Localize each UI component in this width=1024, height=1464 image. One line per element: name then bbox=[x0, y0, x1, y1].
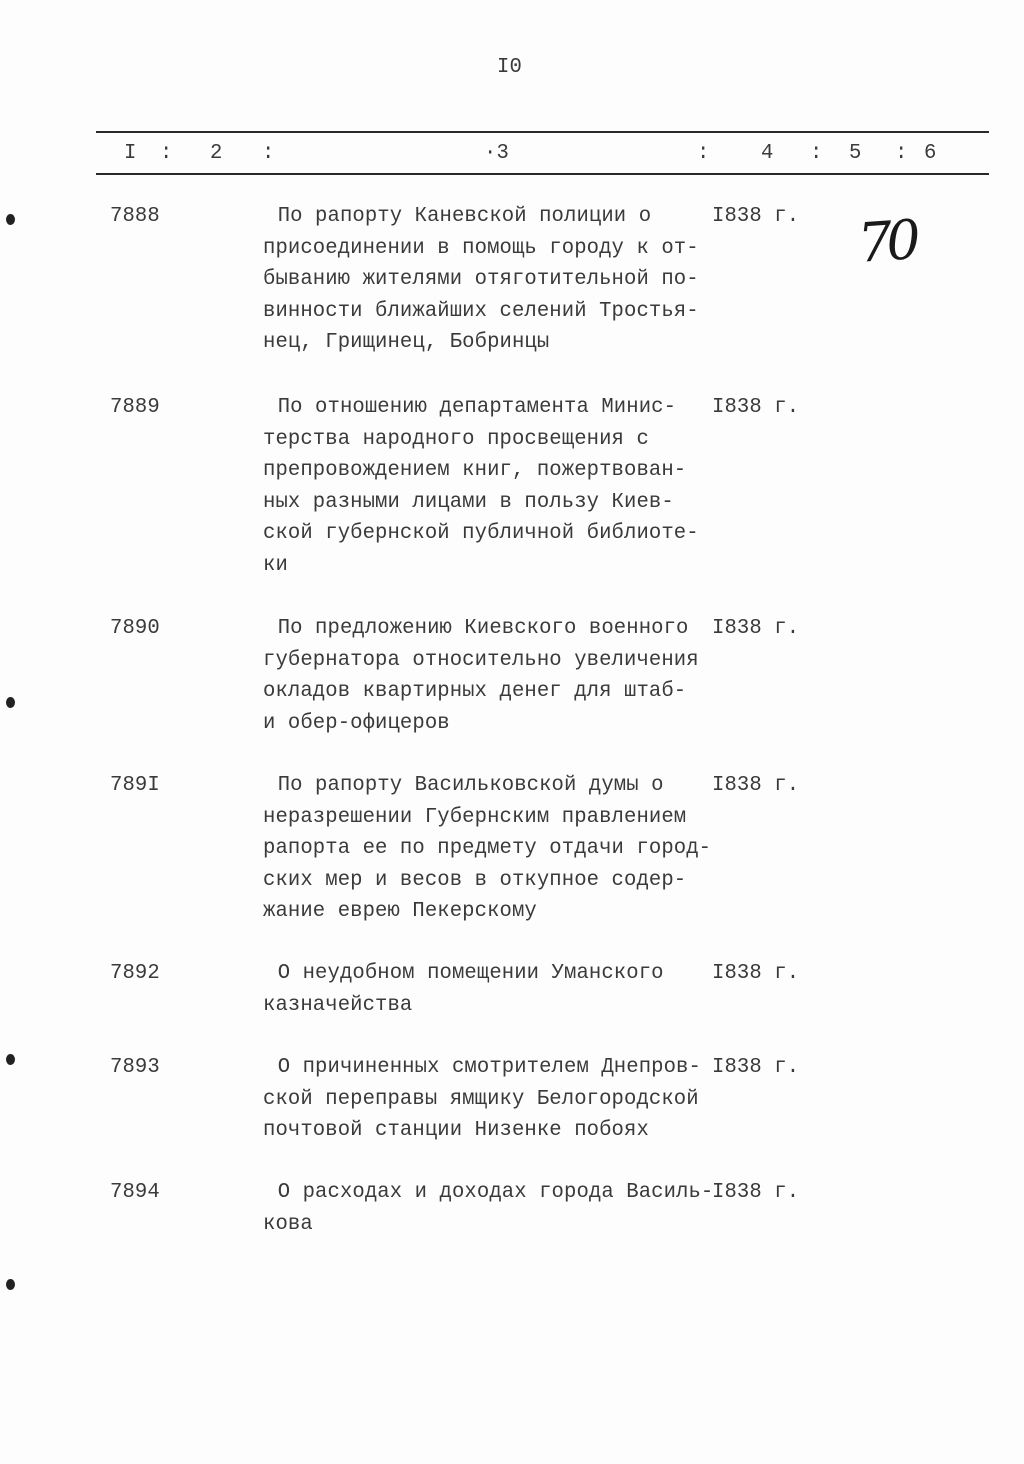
entry-description-line: винности ближайших селений Тростья- bbox=[263, 299, 699, 323]
entry-description-line: кова bbox=[263, 1212, 313, 1236]
entry-number: 7892 bbox=[110, 962, 160, 985]
entry-description-line: По предложению Киевского военного bbox=[277, 617, 689, 640]
punch-hole bbox=[6, 1054, 15, 1065]
entry-description-line: ской губернской публичной библиоте- bbox=[263, 522, 699, 546]
entry-description-line: нец, Грищинец, Бобринцы bbox=[263, 331, 550, 355]
entry-description-line: быванию жителями отяготительной по- bbox=[263, 268, 699, 292]
entry-description-line: По отношению департамента Минис- bbox=[277, 396, 677, 419]
entry-description-line: терства народного просвещения с bbox=[263, 427, 649, 451]
entry-year: I838 г. bbox=[712, 396, 800, 419]
entry-year: I838 г. bbox=[712, 1056, 800, 1079]
entry-description-line: По рапорту Каневской полиции о bbox=[277, 205, 652, 228]
entry-description-line: почтовой станции Низенке побоях bbox=[263, 1119, 649, 1143]
entry-description-line: казначейства bbox=[263, 993, 413, 1017]
entry-year: I838 г. bbox=[712, 205, 800, 228]
col-header-1: I bbox=[124, 142, 137, 165]
col-sep: : bbox=[810, 142, 823, 165]
col-header-4: 4 bbox=[761, 142, 774, 165]
col-header-6: 6 bbox=[924, 142, 937, 165]
entry-description-line: и обер-офицеров bbox=[263, 711, 450, 735]
punch-hole bbox=[6, 1279, 15, 1290]
entry-description-line: жание еврею Пекерскому bbox=[263, 900, 537, 924]
punch-hole bbox=[6, 697, 15, 708]
col-header-3: ·3 bbox=[484, 142, 509, 165]
entry-description-line: окладов квартирных денег для штаб- bbox=[263, 680, 687, 704]
col-sep: : bbox=[895, 142, 908, 165]
entry-number: 7893 bbox=[110, 1056, 160, 1079]
entry-year: I838 г. bbox=[712, 1181, 800, 1204]
entry-description-line: ки bbox=[263, 554, 288, 577]
col-sep: : bbox=[160, 142, 173, 165]
entry-number: 7890 bbox=[110, 617, 160, 640]
col-sep: : bbox=[262, 142, 275, 165]
col-header-5: 5 bbox=[849, 142, 862, 165]
header-top-rule bbox=[96, 131, 989, 133]
entry-description-line: препровождением книг, пожертвован- bbox=[263, 459, 687, 483]
entry-description-line: ских мер и весов в откупное содер- bbox=[263, 868, 687, 892]
entry-description-line: губернатора относительно увеличения bbox=[263, 648, 699, 672]
entry-year: I838 г. bbox=[712, 617, 800, 640]
handwritten-sheet-number: 70 bbox=[855, 208, 917, 275]
col-header-2: 2 bbox=[210, 142, 223, 165]
entry-description-line: О расходах и доходах города Василь- bbox=[277, 1181, 714, 1204]
entry-description-line: неразрешении Губернским правлением bbox=[263, 805, 687, 829]
punch-hole bbox=[6, 214, 15, 225]
entry-number: 7888 bbox=[110, 205, 160, 228]
header-bottom-rule bbox=[96, 173, 989, 175]
col-sep: : bbox=[697, 142, 710, 165]
entry-description-line: ных разными лицами в пользу Киев- bbox=[263, 490, 674, 514]
entry-number: 7889 bbox=[110, 396, 160, 419]
entry-number: 7894 bbox=[110, 1181, 160, 1204]
page-number: I0 bbox=[497, 56, 522, 79]
entry-year: I838 г. bbox=[712, 774, 800, 797]
entry-year: I838 г. bbox=[712, 962, 800, 985]
entry-description-line: рапорта ее по предмету отдачи город- bbox=[263, 837, 712, 861]
entry-description-line: присоединении в помощь городу к от- bbox=[263, 236, 699, 260]
entry-description-line: По рапорту Васильковской думы о bbox=[277, 774, 664, 797]
entry-description-line: О неудобном помещении Уманского bbox=[277, 962, 664, 985]
entry-number: 789I bbox=[110, 774, 160, 797]
entry-description-line: ской переправы ямщику Белогородской bbox=[263, 1087, 699, 1111]
entry-description-line: О причиненных смотрителем Днепров- bbox=[277, 1056, 701, 1079]
